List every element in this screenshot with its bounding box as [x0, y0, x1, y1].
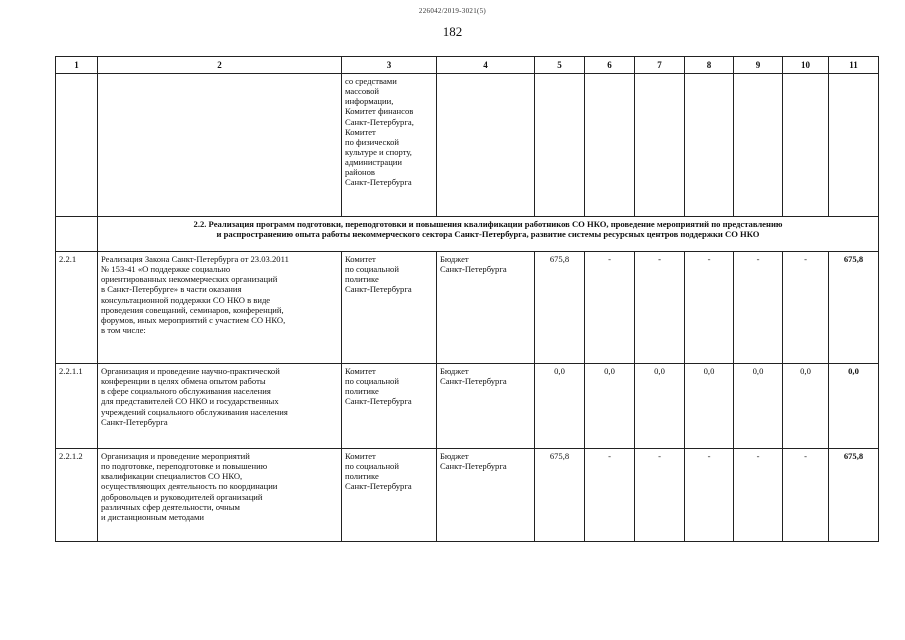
row-code: 2.2.1.1: [56, 364, 98, 449]
column-header: 10: [783, 57, 829, 74]
row-value-8: -: [685, 252, 734, 364]
value-cell: [734, 74, 783, 217]
value-cell: [535, 74, 585, 217]
row-value-6: 0,0: [585, 364, 635, 449]
row-value-7: 0,0: [635, 364, 685, 449]
table-row: [56, 252, 879, 364]
row-value-6: -: [585, 449, 635, 542]
row-value-8: -: [685, 449, 734, 542]
source-cell: [437, 74, 535, 217]
section-row: [56, 217, 879, 252]
table-row: [56, 449, 879, 542]
column-header: 11: [829, 57, 879, 74]
row-value-10: -: [783, 252, 829, 364]
row-name: Организация и проведение научно-практической конференции в целях обмена опытом работы в сфере социального обслуживания населения для представителей СО НКО и государственных учреждений социального обслуживания населения Санкт-Петербурга: [98, 364, 342, 449]
row-source: Бюджет Санкт-Петербурга: [437, 449, 535, 542]
row-value-5: 675,8: [535, 449, 585, 542]
column-header: 4: [437, 57, 535, 74]
document-id: 226042/2019-3021(5): [418, 7, 487, 15]
row-value-9: -: [734, 252, 783, 364]
row-value-7: -: [635, 449, 685, 542]
section-code-cell: [56, 217, 98, 252]
row-value-9: -: [734, 449, 783, 542]
row-value-10: -: [783, 449, 829, 542]
row-executor: Комитет по социальной политике Санкт-Петербурга: [342, 364, 437, 449]
row-total: 675,8: [829, 449, 879, 542]
column-header: 9: [734, 57, 783, 74]
section-title: 2.2. Реализация программ подготовки, переподготовки и повышения квалификации работников СО НКО, проведение мероприятий по представлению и распространению опыта работы некоммерческого сектора Санкт-Петербурга, развитие системы ресурсных центров поддержки СО НКО: [98, 217, 879, 252]
row-value-10: 0,0: [783, 364, 829, 449]
continuation-row: [56, 74, 879, 217]
value-cell: [783, 74, 829, 217]
executor-cell: со средствами массовой информации, Комитет финансов Санкт-Петербурга, Комитет по физической культуре и спорту, администрации районов Санкт-Петербурга: [342, 74, 437, 217]
row-source: Бюджет Санкт-Петербурга: [437, 364, 535, 449]
value-cell: [829, 74, 879, 217]
column-header: 2: [98, 57, 342, 74]
row-source: Бюджет Санкт-Петербурга: [437, 252, 535, 364]
row-name: Организация и проведение мероприятий по подготовке, переподготовке и повышению квалификации специалистов СО НКО, осуществляющих деятельность по координации добровольцев и руководителей организаций различных сфер деятельности, очным и дистанционным методами: [98, 449, 342, 542]
row-executor: Комитет по социальной политике Санкт-Петербурга: [342, 252, 437, 364]
row-executor: Комитет по социальной политике Санкт-Петербурга: [342, 449, 437, 542]
row-value-8: 0,0: [685, 364, 734, 449]
column-header: 1: [56, 57, 98, 74]
column-header: 7: [635, 57, 685, 74]
column-header: 8: [685, 57, 734, 74]
page-number: 182: [442, 24, 463, 39]
value-cell: [685, 74, 734, 217]
row-total: 0,0: [829, 364, 879, 449]
row-name: Реализация Закона Санкт-Петербурга от 23.03.2011 № 153-41 «О поддержке социально ориентированных некоммерческих организаций в Санкт-Петербурге» в части оказания консультационной поддержки СО НКО в виде проведения совещаний, семинаров, конференций, форумов, иных мероприятий с участием СО НКО, в том числе:: [98, 252, 342, 364]
value-cell: [585, 74, 635, 217]
value-cell: [635, 74, 685, 217]
row-value-7: -: [635, 252, 685, 364]
row-code: 2.2.1: [56, 252, 98, 364]
row-code: 2.2.1.2: [56, 449, 98, 542]
column-header: 5: [535, 57, 585, 74]
name-cell: [98, 74, 342, 217]
table-row: [56, 364, 879, 449]
row-value-6: -: [585, 252, 635, 364]
column-number-row: [56, 57, 879, 74]
row-value-5: 675,8: [535, 252, 585, 364]
row-value-5: 0,0: [535, 364, 585, 449]
column-header: 3: [342, 57, 437, 74]
row-value-9: 0,0: [734, 364, 783, 449]
column-header: 6: [585, 57, 635, 74]
program-table: [55, 56, 879, 542]
code-cell: [56, 74, 98, 217]
row-total: 675,8: [829, 252, 879, 364]
